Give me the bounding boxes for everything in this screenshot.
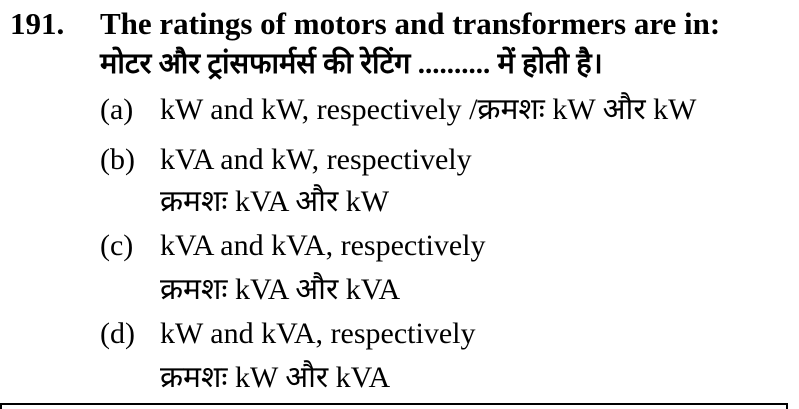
question-number: 191. <box>10 6 65 41</box>
option-d-text: kW and kVA, respectively <box>160 317 476 350</box>
option-b-text: kVA and kW, respectively <box>160 143 472 176</box>
option-c <box>100 229 486 263</box>
option-c-text: kVA and kVA, respectively <box>160 229 486 262</box>
option-c-text-hindi: क्रमशः kVA और kVA <box>160 273 401 306</box>
option-a <box>100 93 696 127</box>
option-b <box>100 143 472 177</box>
option-d-label: (d) <box>100 317 135 350</box>
answer-box-border <box>0 403 788 409</box>
option-a-text: kW and kW, respectively /क्रमशः kW और kW <box>160 93 697 126</box>
question-text-english: The ratings of motors and transformers are in: <box>100 6 721 41</box>
option-b-text-hindi: क्रमशः kVA और kW <box>160 185 390 218</box>
option-c-label: (c) <box>100 229 134 262</box>
option-d-text-hindi: क्रमशः kW और kVA <box>160 361 391 394</box>
option-a-label: (a) <box>100 93 134 126</box>
option-d <box>100 317 475 351</box>
option-b-label: (b) <box>100 143 135 176</box>
question-text-hindi: मोटर और ट्रांसफार्मर्स की रेटिंग .......... में होती है। <box>100 48 603 80</box>
